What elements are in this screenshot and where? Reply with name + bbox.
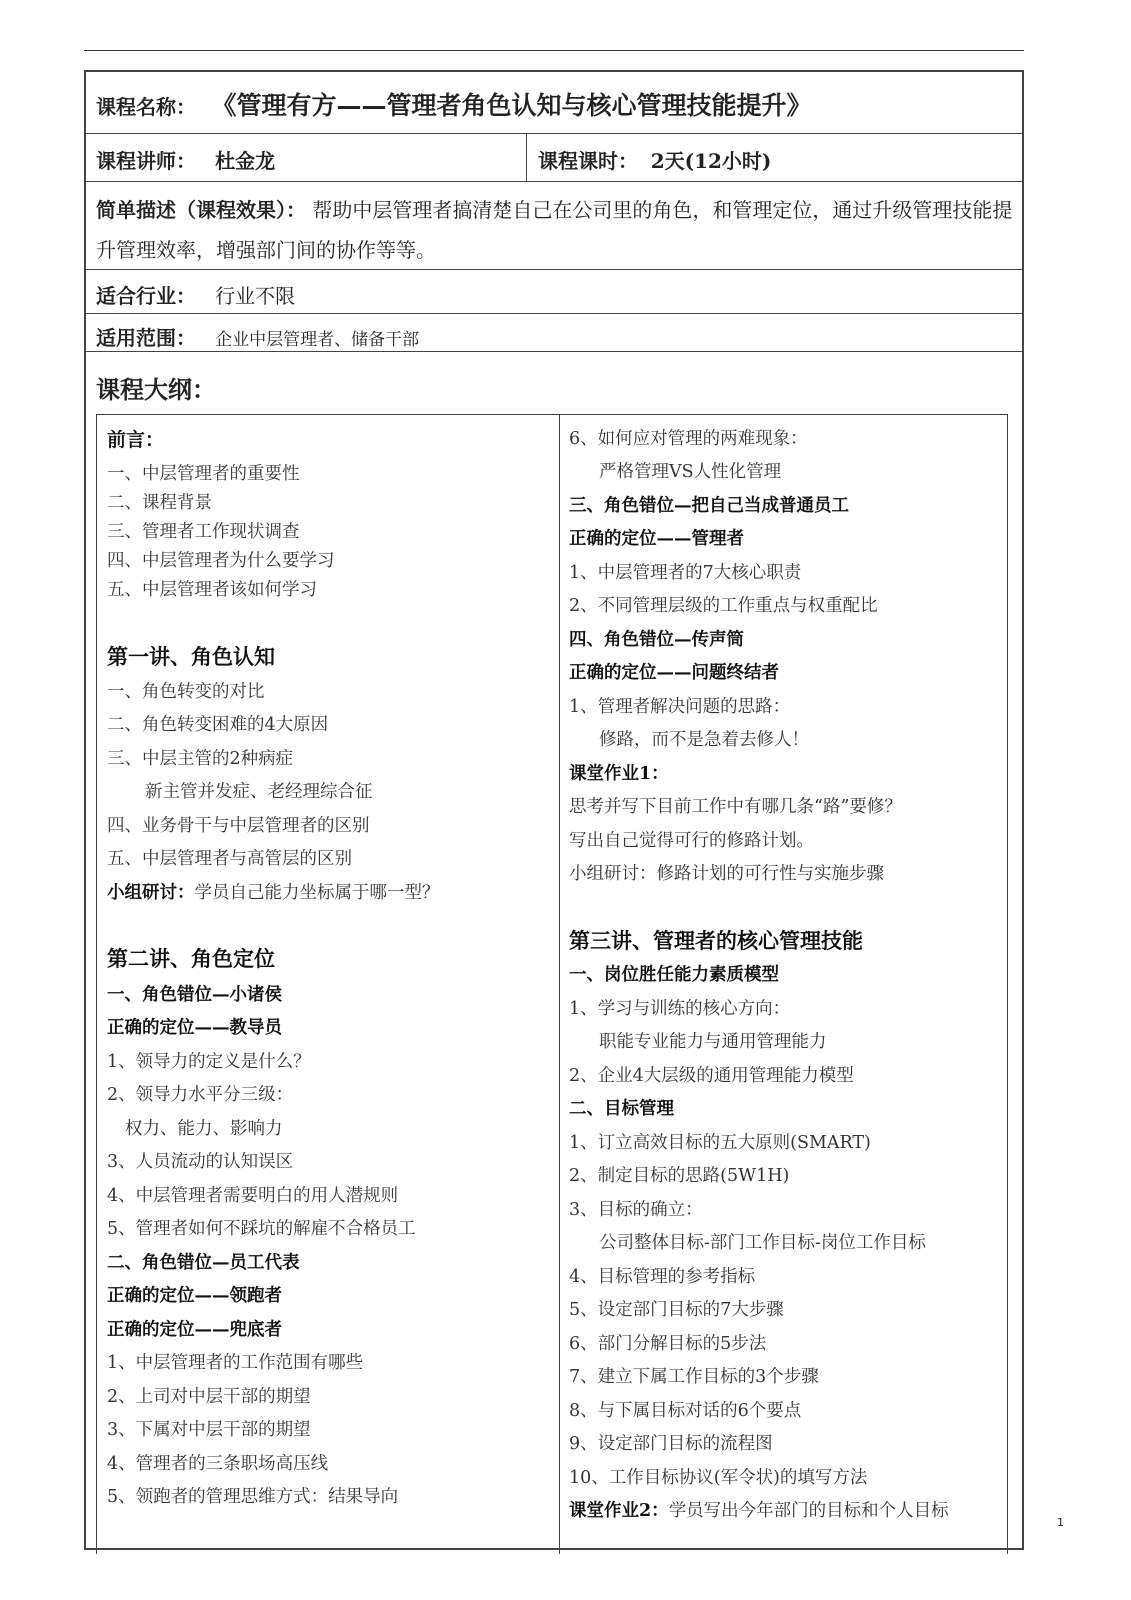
outline-line: 新主管并发症、老经理综合征 [145,782,373,802]
outline-line: 10、工作目标协议(军令状)的填写方法 [569,1468,868,1488]
outline-line: 1、中层管理者的工作范围有哪些 [107,1353,364,1373]
outline-line: 二、课程背景 [107,493,212,513]
outline-line: 4、目标管理的参考指标 [569,1267,756,1287]
outline-line: 五、中层管理者与高管层的区别 [107,849,352,869]
outline-line: 5、设定部门目标的7大步骤 [569,1300,784,1320]
outline-line: 3、目标的确立： [569,1200,703,1220]
outline-line: 学员自己能力坐标属于哪一型？ [194,883,440,903]
outline-line: 1、管理者解决问题的思路： [569,697,791,717]
outline-line: 1、学习与训练的核心方向： [569,999,791,1019]
description-value: 帮助中层管理者搞清楚自己在公司里的角色，和管理定位，通过升级管理技能提升管理效率，增强部门间的协作等等。 [96,198,1013,262]
outline-line: 小组研讨：修路计划的可行性与实施步骤 [569,864,884,884]
outline-line: 3、下属对中层干部的期望 [107,1420,311,1440]
outline-section-heading: 第二讲、角色定位 [107,946,275,971]
page-number: 1 [1057,1516,1064,1529]
outline-line: 二、目标管理 [569,1099,674,1119]
outline-line: 7、建立下属工作目标的3个步骤 [569,1367,819,1387]
outline-line: 三、管理者工作现状调查 [107,522,300,542]
outline-line: 5、管理者如何不踩坑的解雇不合格员工 [107,1219,416,1239]
outline-line: 课堂作业2： [569,1501,669,1521]
outline-line: 6、部门分解目标的5步法 [569,1334,767,1354]
outline-line: 2、企业4大层级的通用管理能力模型 [569,1066,854,1086]
outline-line: 6、如何应对管理的两难现象： [569,429,808,449]
outline-line: 二、角色错位—员工代表 [107,1253,300,1273]
course-name-value: 《管理有方——管理者角色认知与核心管理技能提升》 [224,91,812,120]
hours-value: 2天(12小时) [650,149,772,173]
outline-section-heading: 第三讲、管理者的核心管理技能 [569,928,863,953]
outline-line: 2、领导力水平分三级： [107,1085,294,1105]
outline-line: 4、管理者的三条职场高压线 [107,1454,329,1474]
outline-line: 三、角色错位—把自己当成普通员工 [569,496,849,516]
outline-line: 一、角色错位—小诸侯 [107,985,282,1005]
teacher-value: 杜金龙 [215,149,276,173]
header-rule [84,50,1024,51]
outline-line: 公司整体目标-部门工作目标-岗位工作目标 [599,1233,926,1253]
outline-line: 职能专业能力与通用管理能力 [599,1032,827,1052]
outline-line: 学员写出今年部门的目标和个人目标 [668,1501,949,1521]
scope-label: 适用范围： [96,326,196,350]
outline-line: 3、人员流动的认知误区 [107,1152,294,1172]
outline-line: 9、设定部门目标的流程图 [569,1434,773,1454]
outline-line: 5、领跑者的管理思维方式：结果导向 [107,1487,399,1507]
course-table [84,70,1024,1550]
outline-line: 1、领导力的定义是什么？ [107,1052,311,1072]
outline-line: 五、中层管理者该如何学习 [107,580,317,600]
column-divider [559,415,560,1554]
industry-label: 适合行业： [96,284,196,308]
outline-line: 四、角色错位—传声筒 [569,630,744,650]
outline-line: 修路，而不是急着去修人！ [599,730,809,750]
outline-line: 二、角色转变困难的4大原因 [107,715,329,735]
industry-value: 行业不限 [215,284,296,308]
scope-value: 企业中层管理者、储备干部 [215,330,420,350]
scope-row [86,314,1022,352]
outline-line: 一、岗位胜任能力素质模型 [569,965,779,985]
outline-line: 正确的定位——领跑者 [107,1286,282,1306]
outline-line: 2、制定目标的思路(5W1H) [569,1166,790,1186]
outline-section-heading: 第一讲、角色认知 [107,644,275,669]
outline-line: 前言： [107,429,165,451]
outline-line: 一、角色转变的对比 [107,682,265,702]
outline-line: 正确的定位——教导员 [107,1018,282,1038]
outline-table [96,414,1008,1554]
outline-line: 正确的定位——管理者 [569,529,744,549]
outline-heading: 课程大纲： [96,375,216,404]
outline-line: 正确的定位——兜底者 [107,1320,282,1340]
hours-label: 课程课时： [538,149,638,173]
outline-line: 思考并写下目前工作中有哪几条“路”要修？ [569,797,902,817]
description-label: 简单描述（课程效果）： [96,198,306,222]
outline-line: 一、中层管理者的重要性 [107,464,300,484]
outline-line: 8、与下属目标对话的6个要点 [569,1401,802,1421]
description-row [86,182,1022,270]
course-name-row [86,72,1022,134]
course-name-label: 课程名称： [96,95,196,119]
industry-row [86,270,1022,314]
outline-line: 写出自己觉得可行的修路计划。 [569,831,814,851]
outline-line: 四、业务骨干与中层管理者的区别 [107,816,370,836]
outline-line: 正确的定位——问题终结者 [569,663,779,683]
outline-line: 小组研讨： [107,883,195,903]
cell-divider [526,134,527,181]
outline-line: 严格管理VS人性化管理 [599,462,782,482]
outline-line: 2、上司对中层干部的期望 [107,1387,311,1407]
outline-line: 三、中层主管的2种病症 [107,749,294,769]
outline-line: 课堂作业1： [569,764,669,784]
teacher-row [86,134,1022,182]
outline-line: 1、订立高效目标的五大原则(SMART) [569,1133,871,1153]
outline-line: 1、中层管理者的7大核心职责 [569,563,802,583]
outline-line: 四、中层管理者为什么要学习 [107,551,335,571]
outline-line: 2、不同管理层级的工作重点与权重配比 [569,596,878,616]
teacher-label: 课程讲师： [96,149,196,173]
outline-line: 4、中层管理者需要明白的用人潜规则 [107,1186,399,1206]
outline-line: 权力、能力、影响力 [125,1119,283,1139]
